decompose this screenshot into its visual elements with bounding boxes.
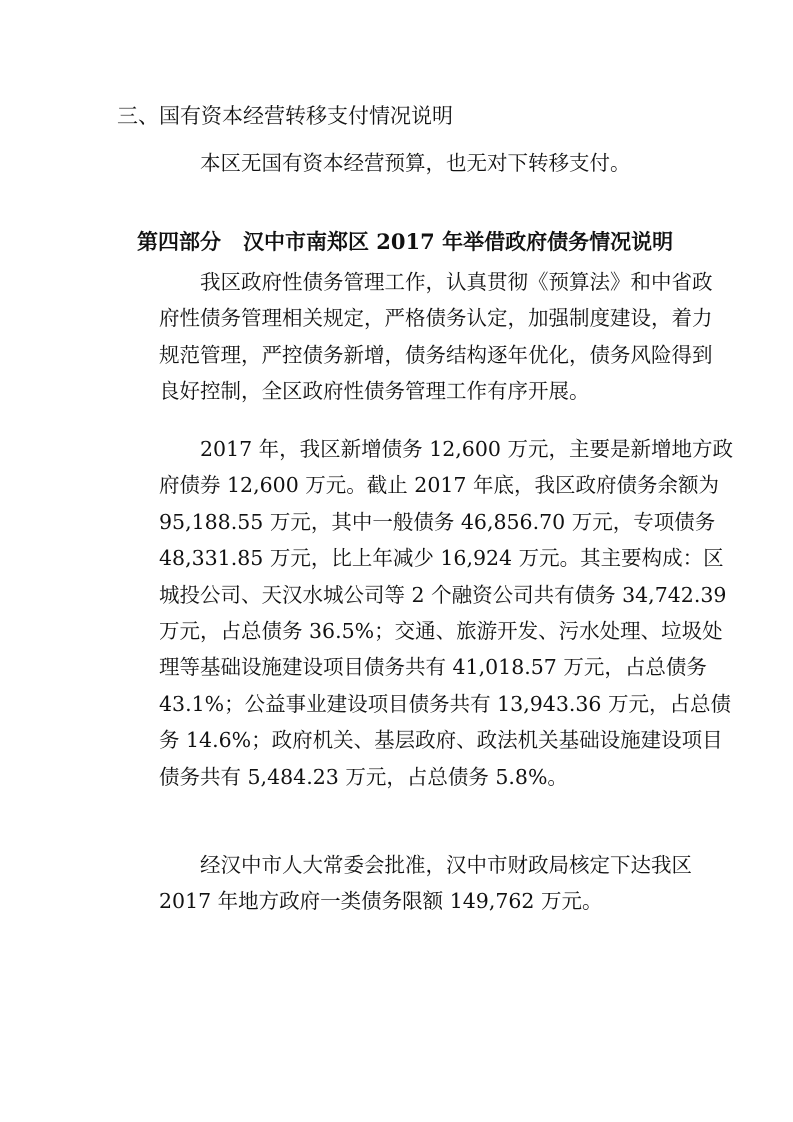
paragraph-line: 规范管理，严控债务新增，债务结构逐年优化，债务风险得到 — [159, 342, 713, 367]
paragraph-line: 95,188.55 万元，其中一般债务 46,856.70 万元，专项债务 — [159, 509, 716, 534]
part-4-paragraph-1 — [118, 264, 713, 410]
paragraph-line: 43.1%；公益事业建设项目债务共有 13,943.36 万元，占总债 — [159, 691, 731, 716]
part-4-paragraph-3 — [118, 847, 692, 920]
paragraph-line: 府性债务管理相关规定，严格债务认定，加强制度建设，着力 — [159, 306, 713, 331]
paragraph-line: 良好控制，全区政府性债务管理工作有序开展。 — [159, 379, 590, 404]
paragraph-line: 48,331.85 万元，比上年减少 16,924 万元。其主要构成：区 — [159, 546, 724, 571]
paragraph-line: 2017 年，我区新增债务 12,600 万元，主要是新增地方政 — [200, 437, 733, 461]
part-4-paragraph-2 — [118, 431, 733, 795]
paragraph-line: 我区政府性债务管理工作，认真贯彻《预算法》和中省政 — [200, 270, 713, 294]
section-3-heading: 三、国有资本经营转移支付情况说明 — [117, 104, 453, 128]
paragraph-line: 理等基础设施建设项目债务共有 41,018.57 万元，占总债务 — [159, 655, 707, 680]
paragraph-line: 府债券 12,600 万元。截止 2017 年底，我区政府债务余额为 — [159, 473, 719, 498]
part-4-title — [137, 226, 673, 258]
paragraph-line: 城投公司、天汉水城公司等 2 个融资公司共有债务 34,742.39 — [159, 582, 727, 607]
paragraph-line: 2017 年地方政府一类债务限额 149,762 万元。 — [159, 889, 603, 914]
paragraph-line: 万元，占总债务 36.5%；交通、旅游开发、污水处理、垃圾处 — [159, 619, 723, 644]
paragraph-line: 经汉中市人大常委会批准，汉中市财政局核定下达我区 — [200, 853, 692, 877]
paragraph-line: 务 14.6%；政府机关、基层政府、政法机关基础设施建设项目 — [159, 728, 723, 753]
section-3-body-line: 本区无国有资本经营预算，也无对下转移支付。 — [200, 151, 631, 175]
paragraph-line: 债务共有 5,484.23 万元，占总债务 5.8%。 — [159, 764, 568, 789]
section-3-body — [118, 145, 686, 181]
part-4-title-text: 汉中市南郑区 2017 年举借政府债务情况说明 — [243, 229, 674, 254]
part-4-label: 第四部分 — [137, 229, 221, 254]
